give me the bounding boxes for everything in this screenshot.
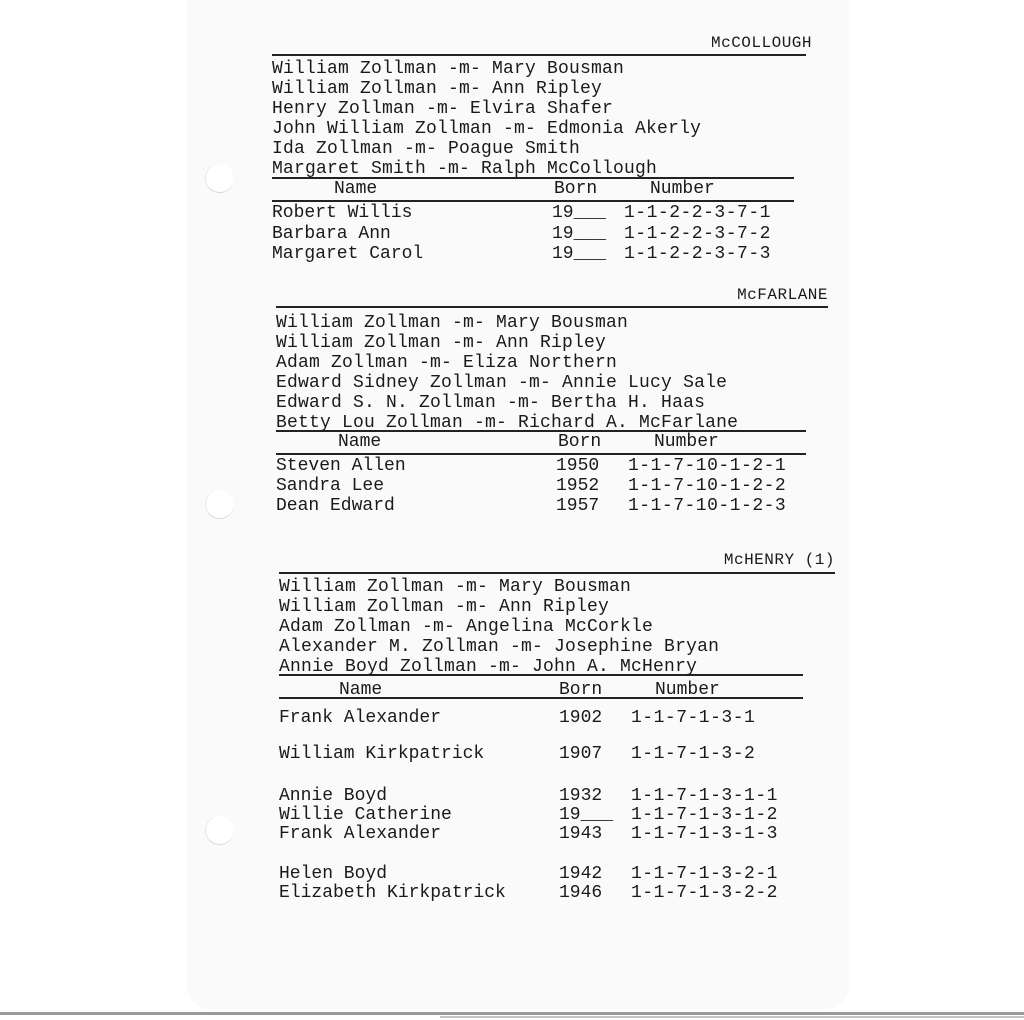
child-born: 19___ (559, 805, 614, 825)
surname-underline (272, 54, 806, 56)
lineage-line: William Zollman -m- Mary Bousman (272, 59, 625, 79)
lineage-line: Edward Sidney Zollman -m- Annie Lucy Sale (276, 373, 728, 393)
lineage-line: Adam Zollman -m- Eliza Northern (276, 353, 618, 373)
header-number: Number (654, 432, 719, 452)
table-row (276, 476, 816, 496)
child-born: 1950 (556, 456, 600, 476)
child-number: 1-1-7-1-3-1 (631, 708, 756, 728)
lineage-line: William Zollman -m- Mary Bousman (276, 313, 629, 333)
header-born: Born (554, 179, 598, 199)
child-born: 1946 (559, 883, 603, 903)
child-number: 1-1-7-1-3-1-2 (631, 805, 778, 825)
header-underline (279, 697, 803, 699)
lineage-list (272, 59, 701, 179)
table-row (279, 824, 819, 844)
table-row (276, 456, 816, 476)
child-number: 1-1-7-10-1-2-1 (628, 456, 787, 476)
child-number: 1-1-7-1-3-1-1 (631, 786, 778, 806)
header-name: Name (339, 680, 383, 700)
section-surname: McHENRY (1) (723, 551, 835, 569)
table-header (272, 179, 812, 199)
header-name: Name (334, 179, 378, 199)
lineage-line: Adam Zollman -m- Angelina McCorkle (279, 617, 654, 637)
child-born: 1943 (559, 824, 603, 844)
child-born: 19___ (552, 224, 607, 244)
child-number: 1-1-7-1-3-2-1 (631, 864, 778, 884)
lineage-line: William Zollman -m- Mary Bousman (279, 577, 632, 597)
surname-underline (276, 306, 828, 308)
child-number: 1-1-2-2-3-7-2 (624, 224, 771, 244)
child-born: 1952 (556, 476, 600, 496)
child-born: 1957 (556, 496, 600, 516)
lineage-line: Ida Zollman -m- Poague Smith (272, 139, 581, 159)
table-row (279, 883, 819, 903)
table-row (272, 224, 812, 244)
lineage-underline (279, 674, 803, 676)
table-row (279, 786, 819, 806)
lineage-line: William Zollman -m- Ann Ripley (272, 79, 603, 99)
child-name: Robert Willis (272, 203, 413, 223)
child-born: 19___ (552, 203, 607, 223)
binder-hole-bottom (205, 816, 234, 845)
header-number: Number (650, 179, 715, 199)
table-row (272, 203, 812, 223)
lineage-line: Alexander M. Zollman -m- Josephine Bryan (279, 637, 720, 657)
header-underline (276, 453, 806, 455)
child-name: Steven Allen (276, 456, 406, 476)
lineage-line: Edward S. N. Zollman -m- Bertha H. Haas (276, 393, 706, 413)
child-born: 1907 (559, 744, 603, 764)
page-edge-line (0, 1012, 1024, 1015)
child-born: 19___ (552, 244, 607, 264)
lineage-line: Betty Lou Zollman -m- Richard A. McFarlane (276, 413, 739, 433)
lineage-line: Henry Zollman -m- Elvira Shafer (272, 99, 614, 119)
table-row (279, 708, 819, 728)
binder-hole-middle (205, 490, 234, 519)
child-born: 1942 (559, 864, 603, 884)
lineage-list (279, 577, 719, 677)
child-born: 1902 (559, 708, 603, 728)
child-name: Willie Catherine (279, 805, 452, 825)
child-number: 1-1-2-2-3-7-1 (624, 203, 771, 223)
lineage-line: John William Zollman -m- Edmonia Akerly (272, 119, 702, 139)
child-name: Frank Alexander (279, 708, 442, 728)
child-name: Sandra Lee (276, 476, 385, 496)
lineage-line: Margaret Smith -m- Ralph McCollough (272, 159, 658, 179)
table-row (279, 805, 819, 825)
child-number: 1-1-7-1-3-1-3 (631, 824, 778, 844)
section-surname: McCOLLOUGH (710, 34, 812, 52)
child-name: Barbara Ann (272, 224, 391, 244)
page-edge-line-secondary (440, 1016, 1024, 1018)
section-surname: McFARLANE (737, 286, 828, 304)
header-born: Born (558, 432, 602, 452)
lineage-line: William Zollman -m- Ann Ripley (279, 597, 610, 617)
child-number: 1-1-7-10-1-2-3 (628, 496, 787, 516)
child-name: Frank Alexander (279, 824, 442, 844)
lineage-line: Annie Boyd Zollman -m- John A. McHenry (279, 657, 698, 677)
child-number: 1-1-7-10-1-2-2 (628, 476, 787, 496)
child-born: 1932 (559, 786, 603, 806)
child-number: 1-1-7-1-3-2-2 (631, 883, 778, 903)
table-header (276, 432, 816, 452)
header-underline (272, 200, 794, 202)
child-name: Margaret Carol (272, 244, 424, 264)
lineage-line: William Zollman -m- Ann Ripley (276, 333, 607, 353)
table-row (272, 244, 812, 264)
header-name: Name (338, 432, 382, 452)
binder-hole-top (205, 164, 234, 193)
table-row (279, 864, 819, 884)
child-number: 1-1-7-1-3-2 (631, 744, 756, 764)
child-name: Helen Boyd (279, 864, 388, 884)
child-number: 1-1-2-2-3-7-3 (624, 244, 771, 264)
child-name: Annie Boyd (279, 786, 388, 806)
header-born: Born (559, 680, 603, 700)
surname-underline (279, 572, 835, 574)
table-row (276, 496, 816, 516)
lineage-list (276, 313, 738, 433)
header-number: Number (655, 680, 720, 700)
child-name: Elizabeth Kirkpatrick (279, 883, 506, 903)
table-row (279, 744, 819, 764)
child-name: Dean Edward (276, 496, 395, 516)
child-name: William Kirkpatrick (279, 744, 485, 764)
